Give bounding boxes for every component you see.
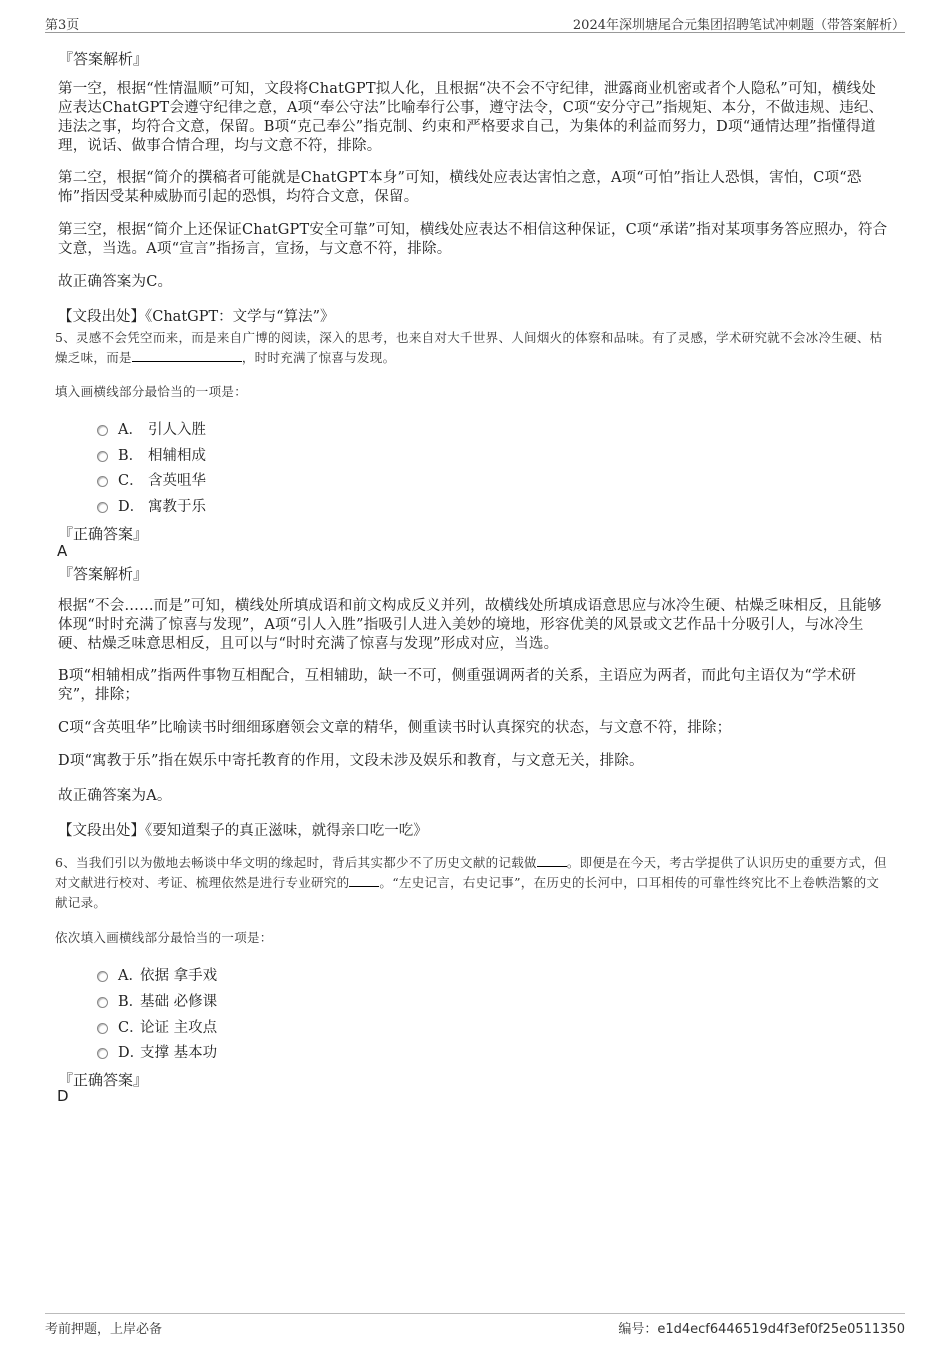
question-stem: 6、当我们引以为傲地去畅谈中华文明的缘起时，背后其实都少不了历史文献的记载做 。即便是在今天，考古学提供了认识历史的重要方式，但对文献进行校对、考证、梳理依然是进行专业研究的 。“左史记言，右史记事”，在历史的长河中，口耳相传的可靠性终究比不上卷帙浩繁的文献记录。 bbox=[55, 855, 887, 910]
answer-blank bbox=[349, 874, 379, 887]
page-header bbox=[45, 12, 905, 33]
question-stem: 5、灵感不会凭空而来，而是来自广博的阅读，深入的思考，也来自对大千世界、人间烟火的体察和品味。有了灵感，学术研究就不会冰冷生硬、枯燥乏味，而是 ，时时充满了惊喜与发现。 bbox=[55, 330, 883, 365]
option-b[interactable]: B． 基础 必修课 bbox=[97, 990, 217, 1011]
radio-icon[interactable] bbox=[97, 425, 108, 436]
footer-slogan: 考前押题，上岸必备 bbox=[45, 1322, 163, 1337]
radio-icon[interactable] bbox=[97, 971, 108, 982]
document-title: 2024年深圳塘尾合元集团招聘笔试冲刺题（带答案解析） bbox=[572, 18, 905, 33]
analysis-paragraph: 第三空，根据“简介上还保证ChatGPT安全可靠”可知，横线处应表达不相信这种保证，C项“承诺”指对某项事务答应照办，符合文意，当选。A项“宣言”指扬言，宣扬，与文意不符，排除。 bbox=[58, 222, 888, 257]
analysis-paragraph: D项“寓教于乐”指在娱乐中寄托教育的作用，文段未涉及娱乐和教育，与文意无关，排除。 bbox=[58, 753, 644, 769]
conclusion: 故正确答案为A。 bbox=[58, 788, 172, 804]
radio-icon[interactable] bbox=[97, 1048, 108, 1059]
passage-source: 【文段出处】《要知道梨子的真正滋味，就得亲口吃一吃》 bbox=[58, 823, 428, 839]
answer-heading: 『正确答案』 bbox=[58, 1071, 149, 1089]
passage-source: 【文段出处】《ChatGPT：文学与“算法”》 bbox=[58, 309, 335, 325]
option-a[interactable]: A． 引人入胜 bbox=[97, 418, 206, 439]
document-code: 编号：e1d4ecf6446519d4f3ef0f25e0511350 bbox=[618, 1322, 905, 1337]
option-c[interactable]: C． 论证 主攻点 bbox=[97, 1016, 217, 1037]
question-instruction: 填入画横线部分最恰当的一项是： bbox=[55, 384, 248, 399]
correct-answer: A bbox=[57, 542, 68, 560]
correct-answer: D bbox=[57, 1087, 69, 1105]
option-b[interactable]: B． 相辅相成 bbox=[97, 444, 206, 465]
analysis-heading: 『答案解析』 bbox=[58, 50, 149, 68]
analysis-heading: 『答案解析』 bbox=[58, 565, 149, 583]
radio-icon[interactable] bbox=[97, 502, 108, 513]
option-d[interactable]: D． 支撑 基本功 bbox=[97, 1041, 217, 1062]
radio-icon[interactable] bbox=[97, 997, 108, 1008]
analysis-paragraph: C项“含英咀华”比喻读书时细细琢磨领会文章的精华，侧重读书时认真探究的状态，与文意不符，排除； bbox=[58, 720, 732, 736]
radio-icon[interactable] bbox=[97, 451, 108, 462]
analysis-paragraph: B项“相辅相成”指两件事物互相配合，互相辅助，缺一不可，侧重强调两者的关系，主语应为两者，而此句主语仅为“学术研究”，排除； bbox=[58, 668, 857, 703]
analysis-paragraph: 第二空，根据“简介的撰稿者可能就是ChatGPT本身”可知，横线处应表达害怕之意，A项“可怕”指让人恐惧，害怕，C项“恐怖”指因受某种威胁而引起的恐惧，均符合文意，保留。 bbox=[58, 170, 862, 205]
analysis-paragraph: 根据“不会……而是”可知，横线处所填成语和前文构成反义并列，故横线处所填成语意思应与冰冷生硬、枯燥乏味相反，且能够体现“时时充满了惊喜与发现”，A项“引人入胜”指吸引人进入美妙的境地，形容优美的风景或文艺作品十分吸引人，与冰冷生硬、枯燥乏味意思相反，且可以与“时时充满了惊喜与发现”形成对应，当选。 bbox=[58, 598, 882, 652]
answer-blank bbox=[537, 854, 567, 867]
analysis-paragraph: 第一空，根据“性情温顺”可知，文段将ChatGPT拟人化，且根据“决不会不守纪律，泄露商业机密或者个人隐私”可知，横线处应表达ChatGPT会遵守纪律之意，A项“奉公守法”比喻奉行公事，遵守法令，C项“安分守己”指规矩、本分，不做违规、违纪、违法之事，均符合文意，保留。B项“克己奉公”指克制、约束和严格要求自己，为集体的利益而努力，D项“通情达理”指懂得道理，说话、做事合情合理，均与文意不符，排除。 bbox=[58, 81, 884, 154]
answer-heading: 『正确答案』 bbox=[58, 525, 149, 543]
answer-blank bbox=[132, 349, 242, 362]
option-c[interactable]: C． 含英咀华 bbox=[97, 469, 206, 490]
option-d[interactable]: D． 寓教于乐 bbox=[97, 495, 206, 516]
radio-icon[interactable] bbox=[97, 1023, 108, 1034]
question-instruction: 依次填入画横线部分最恰当的一项是： bbox=[55, 930, 273, 945]
page-footer bbox=[45, 1313, 905, 1336]
conclusion: 故正确答案为C。 bbox=[58, 274, 173, 290]
radio-icon[interactable] bbox=[97, 476, 108, 487]
option-a[interactable]: A． 依据 拿手戏 bbox=[97, 964, 217, 985]
page-number: 第3页 bbox=[45, 18, 80, 33]
